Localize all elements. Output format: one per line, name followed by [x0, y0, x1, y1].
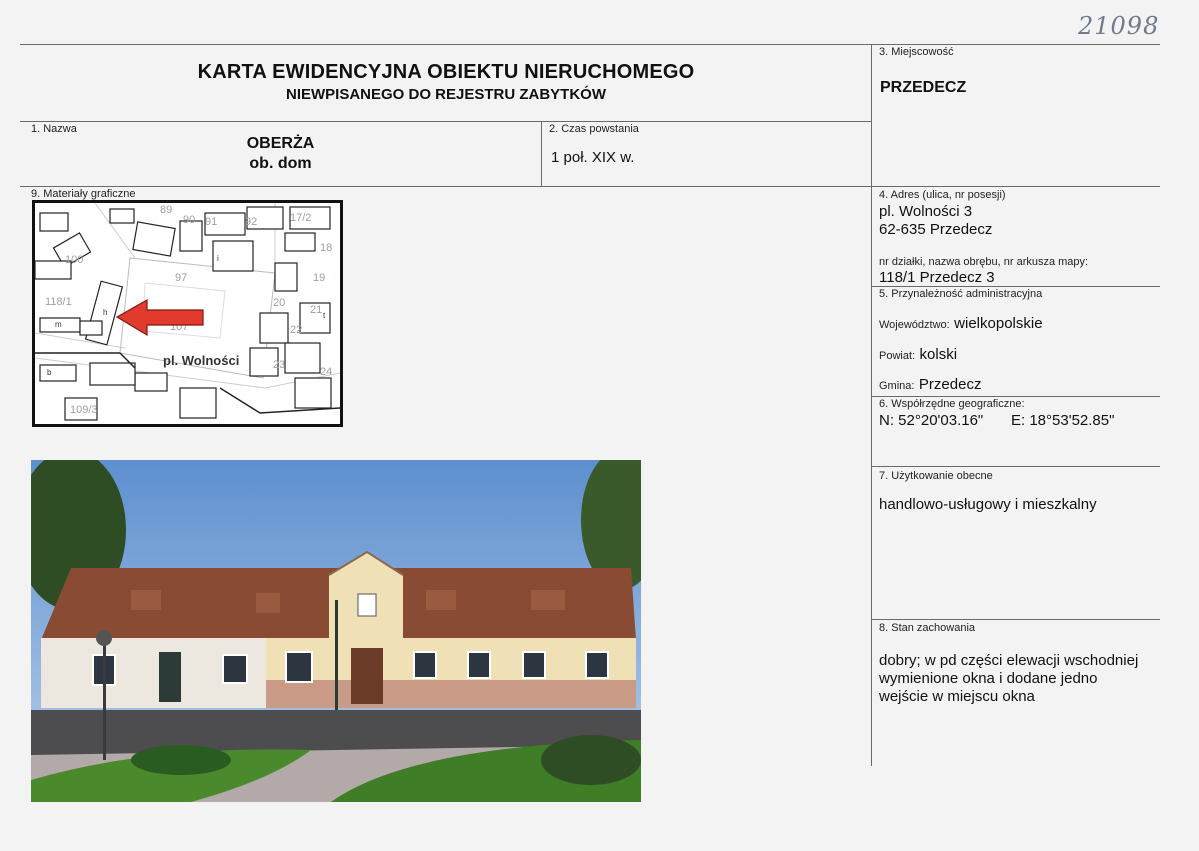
field-6-latitude: N: 52°20'03.16"	[879, 412, 984, 429]
building-letter: h	[103, 308, 108, 317]
voivodeship-label: Województwo:	[879, 319, 950, 331]
commune-value: Przedecz	[918, 376, 982, 393]
field-2-value: 1 poł. XIX w.	[551, 149, 635, 166]
parcel-label: 19	[313, 272, 326, 284]
commune-label: Gmina:	[879, 380, 915, 392]
row-divider-1	[20, 121, 872, 122]
field-5-voivodeship	[879, 315, 1043, 333]
field-4-parcel-label: nr działki, nazwa obrębu, nr arkusza mapy:	[879, 256, 1089, 268]
field-6-label: 6. Współrzędne geograficzne:	[879, 398, 1025, 410]
field-6-longitude: E: 18°53'52.85"	[1011, 412, 1115, 429]
building-letter: m	[55, 320, 62, 329]
parcel-label: 107	[170, 321, 189, 333]
building-letter: b	[47, 368, 52, 377]
top-border	[20, 44, 1160, 45]
parcel-label: 90	[183, 214, 196, 226]
parcel-label: 118/1	[45, 296, 72, 308]
field-8-label: 8. Stan zachowania	[879, 622, 976, 634]
field-1-value-line2: ob. dom	[249, 155, 312, 172]
field-5-label: 5. Przynależność administracyjna	[879, 288, 1043, 300]
field-1-label: 1. Nazwa	[31, 123, 77, 135]
divider-6-7	[871, 466, 1160, 467]
divider-4-5	[871, 286, 1160, 287]
parcel-label: 23	[273, 359, 286, 371]
building-photo	[31, 460, 641, 802]
parcel-label: 97	[175, 272, 188, 284]
field-4-label: 4. Adres (ulica, nr posesji)	[879, 189, 1006, 201]
column-divider-right	[871, 44, 872, 766]
field-3-value: PRZEDECZ	[880, 79, 967, 96]
parcel-label: 22	[290, 324, 303, 336]
field-3-label: 3. Miejscowość	[879, 46, 954, 58]
field-5-county	[879, 346, 957, 364]
parcel-label: 100	[65, 254, 84, 266]
cadastral-map	[32, 200, 343, 427]
parcel-label: 17/2	[290, 212, 312, 224]
map-square-label: pl. Wolności	[163, 353, 240, 368]
parcel-label: 89	[160, 204, 173, 216]
parcel-label: 92	[245, 216, 258, 228]
field-1-value-line1: OBERŻA	[246, 135, 315, 152]
parcel-label: 91	[205, 216, 218, 228]
field-4-address-line1: pl. Wolności 3	[879, 203, 973, 220]
field-8-value-line3: wejście w miejscu okna	[879, 688, 1035, 705]
divider-7-8	[871, 619, 1160, 620]
parcel-label: 18	[320, 242, 333, 254]
page-subtitle: NIEWPISANEGO DO REJESTRU ZABYTKÓW	[285, 86, 607, 103]
building-letter: i	[217, 254, 219, 263]
parcel-label: 20	[273, 297, 286, 309]
divider-5-6	[871, 396, 1160, 397]
handwritten-number: 21098	[1078, 12, 1160, 40]
voivodeship-value: wielkopolskie	[954, 315, 1043, 332]
building-letter: t	[323, 311, 326, 320]
row-divider-2	[20, 186, 1160, 187]
field-4-address-line2: 62-635 Przedecz	[879, 221, 993, 238]
parcel-label: 21	[310, 304, 323, 316]
page-title: KARTA EWIDENCYJNA OBIEKTU NIERUCHOMEGO	[197, 61, 695, 83]
parcel-label: 109/3	[70, 404, 98, 416]
field-7-label: 7. Użytkowanie obecne	[879, 470, 993, 482]
building-photo-drawing	[31, 460, 641, 802]
field-2-label: 2. Czas powstania	[549, 123, 639, 135]
field-5-commune	[879, 376, 981, 394]
field-7-value: handlowo-usługowy i mieszkalny	[879, 496, 1097, 513]
field-4-parcel-value: 118/1 Przedecz 3	[879, 269, 995, 286]
field-9-label: 9. Materiały graficzne	[31, 188, 136, 200]
county-label: Powiat:	[879, 350, 916, 362]
field-8-value-line1: dobry; w pd części elewacji wschodniej	[879, 652, 1139, 669]
county-value: kolski	[919, 346, 958, 363]
parcel-label: 24	[320, 366, 333, 378]
column-divider-name-date	[541, 121, 542, 186]
cadastral-map-drawing	[35, 203, 340, 424]
field-8-value-line2: wymienione okna i dodane jedno	[879, 670, 1098, 687]
